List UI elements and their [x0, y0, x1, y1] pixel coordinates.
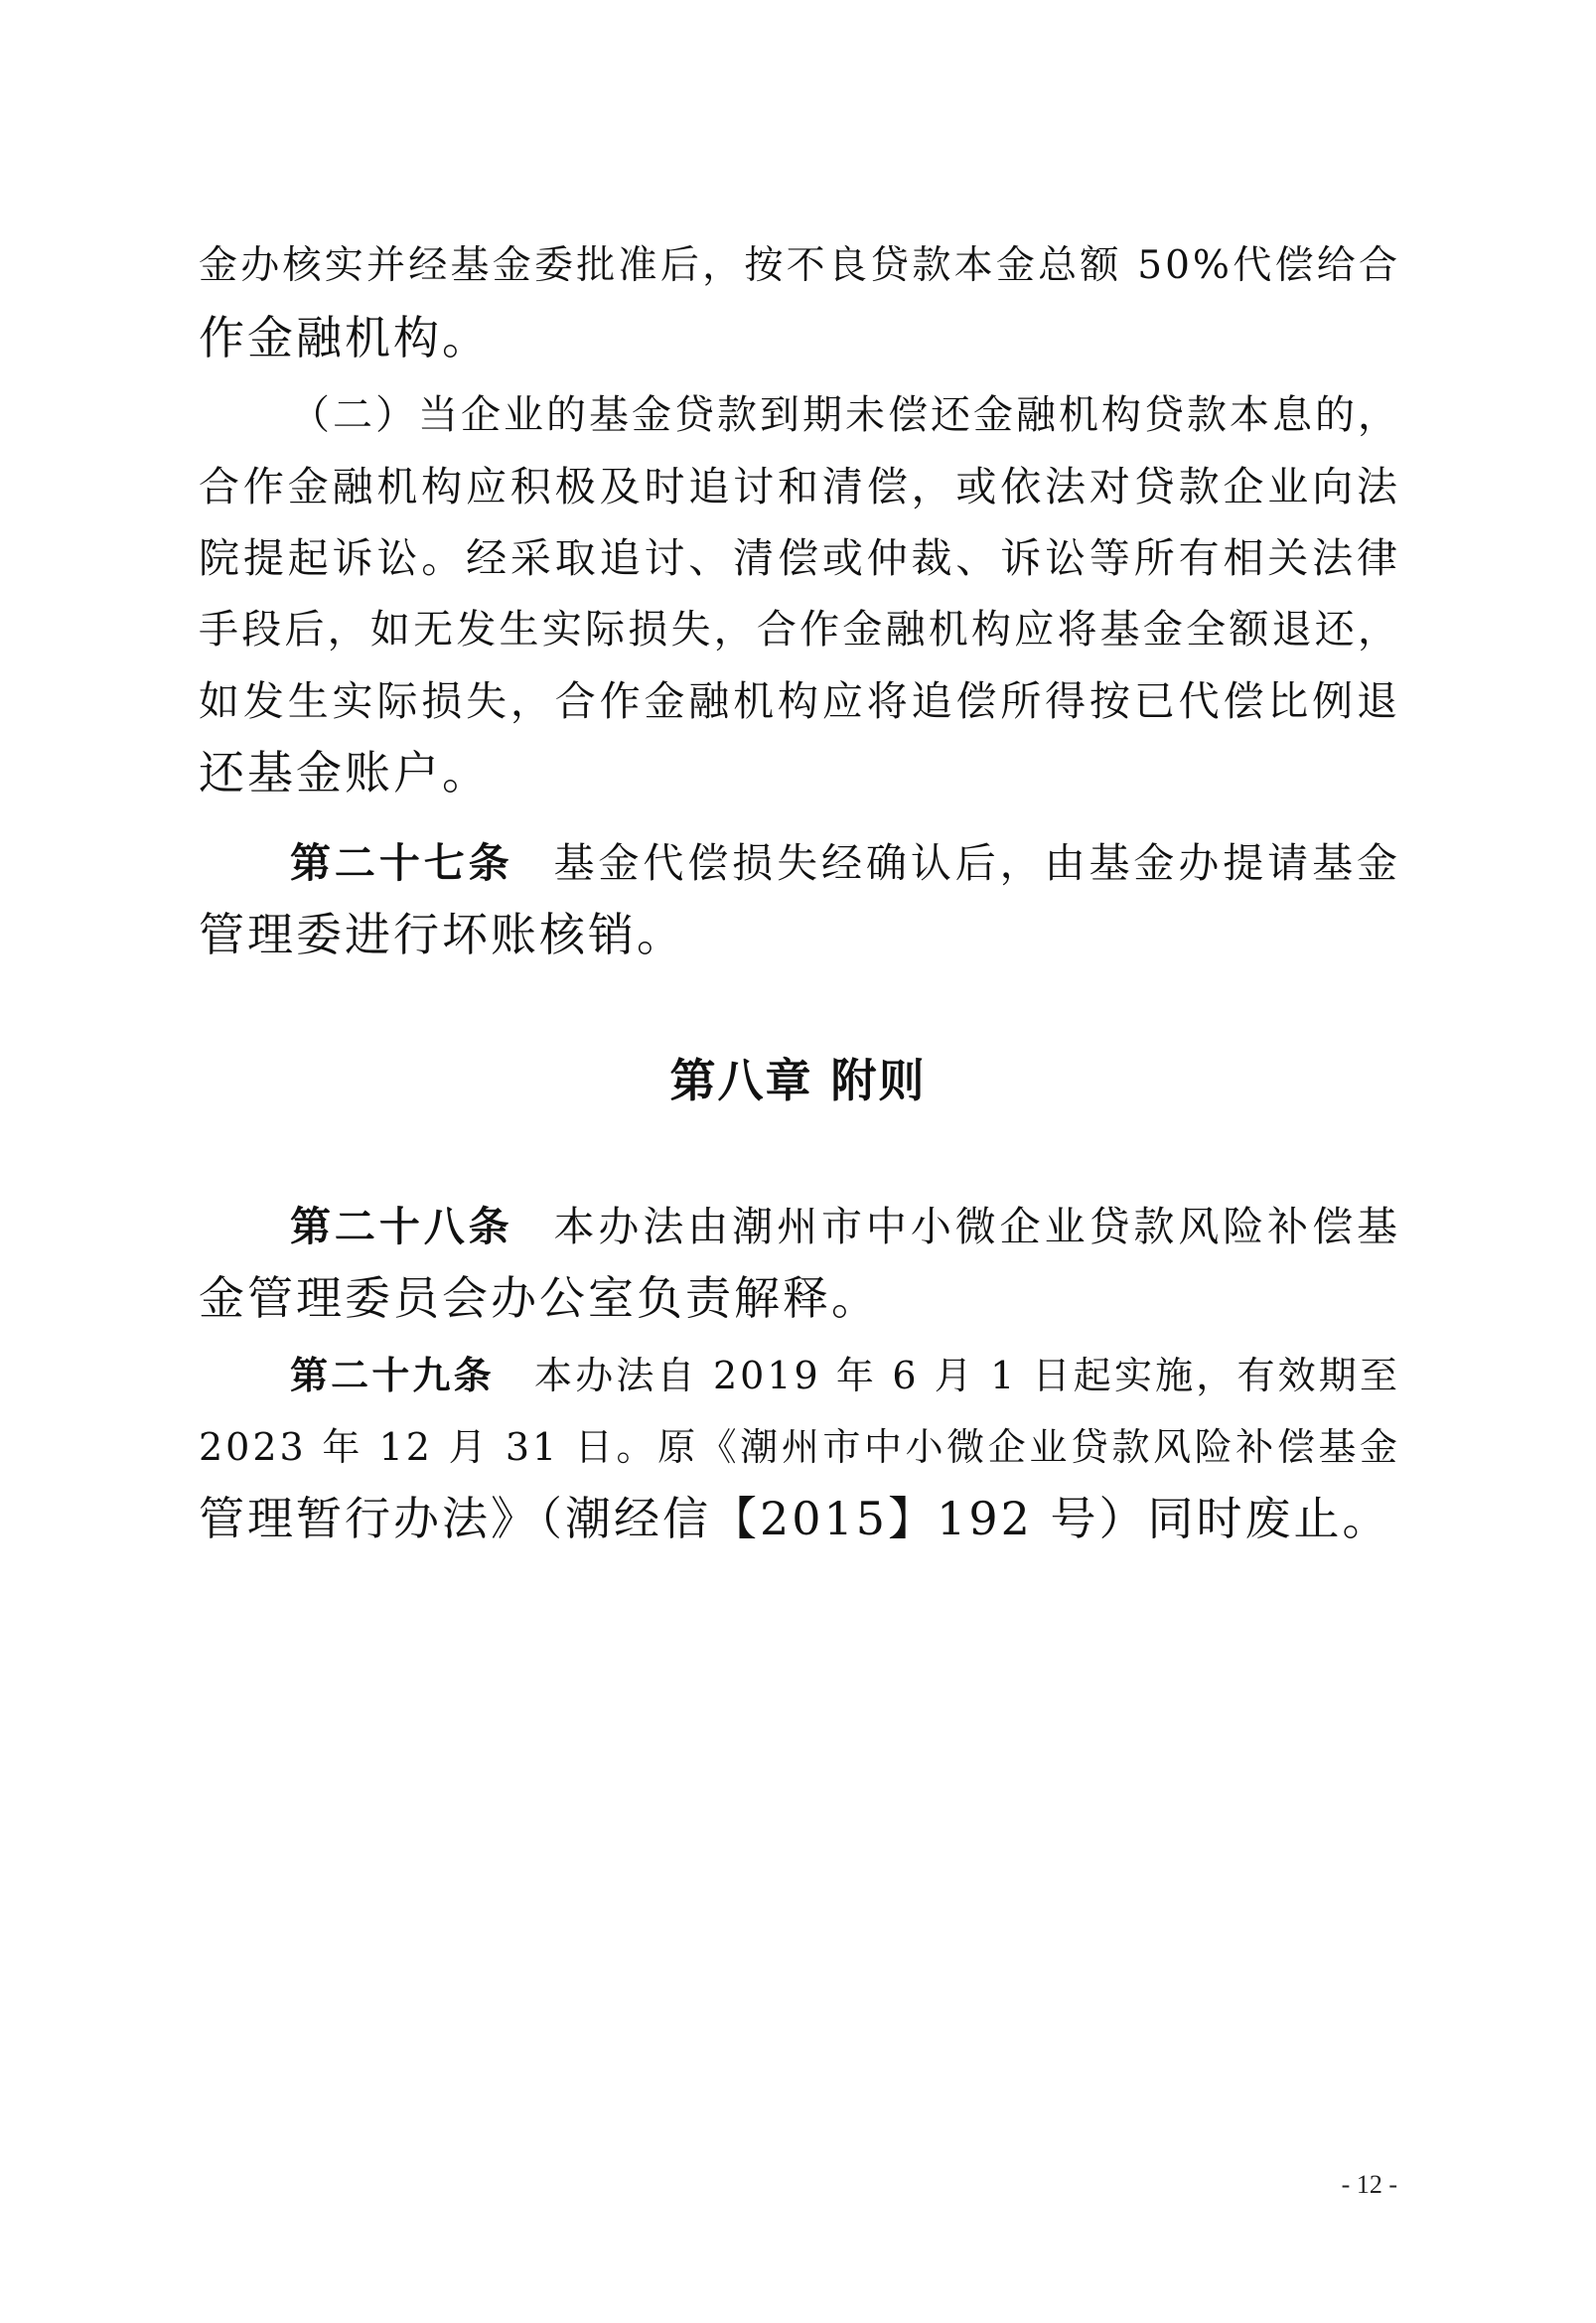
article-28-text-1: 本办法由潮州市中小微企业贷款风险补偿基 — [552, 1203, 1401, 1250]
paragraph-1-line-2: 作金融机构。 — [199, 311, 491, 364]
article-29-line-3: 管理暂行办法》（潮经信【2015】192 号）同时废止。 — [199, 1492, 1391, 1545]
article-28-line-1 — [290, 1192, 1400, 1261]
chapter-title: 第八章 附则 — [669, 1054, 927, 1107]
article-27-text-1: 基金代偿损失经确认后，由基金办提请基金 — [552, 839, 1401, 887]
article-27-heading: 第二十七条 — [290, 839, 513, 887]
paragraph-2-line-5: 如发生实际损失，合作金融机构应将追偿所得按已代偿比例退 — [199, 677, 1400, 725]
article-28-line-2: 金管理委员会办公室负责解释。 — [199, 1271, 880, 1325]
paragraph-2-line-6: 还基金账户。 — [199, 746, 491, 799]
page-number: - 12 - — [1341, 2170, 1397, 2199]
article-27-line-1 — [290, 828, 1400, 898]
article-29-heading: 第二十九条 — [290, 1354, 495, 1397]
article-29-line-2: 2023 年 12 月 31 日。原《潮州市中小微企业贷款风险补偿基金 — [199, 1425, 1400, 1469]
paragraph-1-line-1: 金办核实并经基金委批准后，按不良贷款本金总额 50%代偿给合 — [199, 243, 1400, 288]
article-28-heading: 第二十八条 — [290, 1203, 513, 1250]
article-27-line-2: 管理委进行坏账核销。 — [199, 908, 685, 961]
paragraph-2-line-4: 手段后，如无发生实际损失，合作金融机构应将基金全额退还， — [199, 607, 1400, 653]
paragraph-2-line-1: （二）当企业的基金贷款到期未偿还金融机构贷款本息的， — [290, 392, 1400, 438]
article-29-text-1: 本办法自 2019 年 6 月 1 日起实施，有效期至 — [533, 1354, 1400, 1397]
paragraph-2-line-3: 院提起诉讼。经采取追讨、清偿或仲裁、诉讼等所有相关法律 — [199, 534, 1400, 582]
article-29-line-1 — [290, 1341, 1400, 1410]
paragraph-2-line-2: 合作金融机构应积极及时追讨和清偿，或依法对贷款企业向法 — [199, 463, 1400, 510]
